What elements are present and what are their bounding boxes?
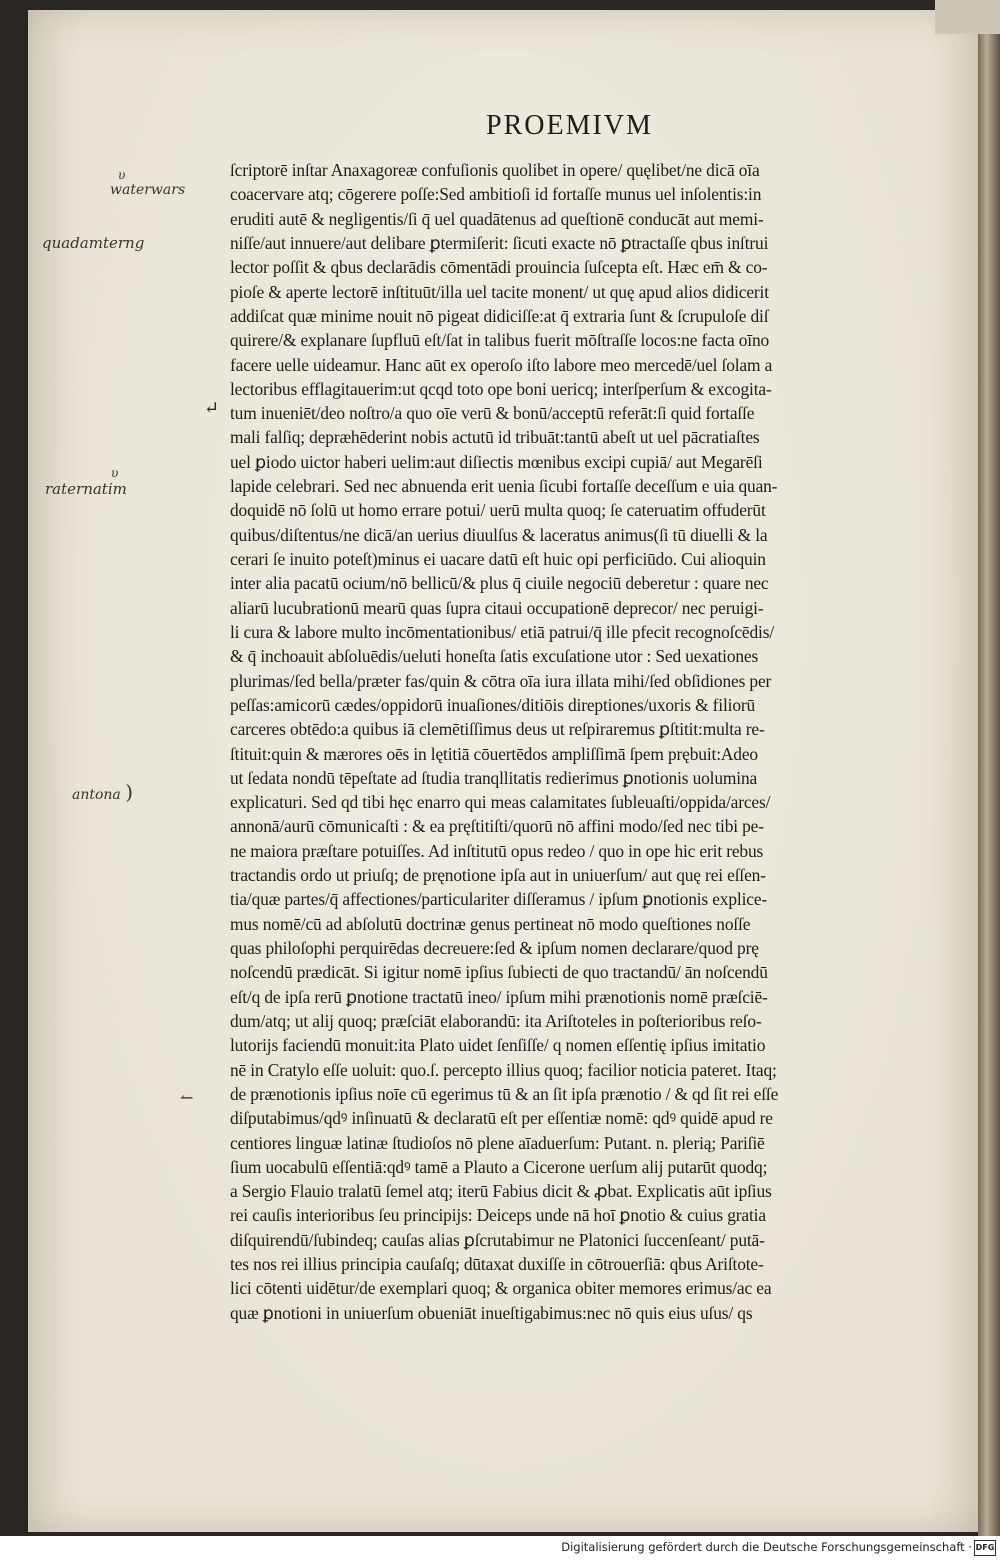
text-line: eſt/q de ipſa rerū ꝑnotione tractatū ineo/ ipſum mihi prænotionis nomē præſciē- [230,986,768,1007]
text-line: addiſcat quæ minime nouit nō pigeat didiciſſe:at q̄ extraria ſunt & ſcrupuloſe diſ [230,305,769,326]
text-line: inter alia pacatū ocium/nō bellicū/& plus q̄ ciuile negociū deberetur : quare nec [230,573,769,594]
page-corner [935,0,1000,34]
text-line: tes nos rei illius principia cauſaſq; dūtaxat duxiſſe in cōtrouerſiā: qbus Ariſtote- [230,1254,764,1275]
text-line: lutorijs faciendū monuit:ita Plato uidet ſenſiſſe/ q nomen eſſentię ipſius imitatio [230,1035,766,1056]
text-line: li cura & labore multo incōmentationibus/ etiā patrui/q̄ ille pfecit recognoſcēdis/ [230,621,775,642]
marginal-note-1 [110,168,185,198]
text-line: dum/atq; ut alij quoq; præſciāt elaborandū: ita Ariſtoteles in poſterioribus reſo- [230,1010,762,1031]
text-line: ſium uocabulū eſſentiā:qdꝰ tamē a Plauto a Cicerone uerſum alij putarūt quodq; [230,1156,768,1177]
text-line: annonā/aurū cōmunicaſti : & ea pręſtitiſti/quorū nō affini modo/ſed nec tibi pe- [230,816,764,837]
marginal-note-2 [42,234,144,252]
text-line: explicaturi. Sed qd tibi hęc enarro qui meas calamitates ſubleuaſti/oppida/arces/ [230,792,771,813]
text-line: mus nomē/cū ad abſolutū doctrinæ genus pertineat nō modo queſtiones noſſe [230,913,751,934]
text-line: coacervare atq; cōgerere poſſe:Sed ambitioſi id fortaſſe munus uel inſolentis:in [230,184,762,205]
text-line: de prænotionis ipſius noīe cū egerimus tū & an ſit ipſa prænotio / & qd ſit rei eſſe [230,1083,779,1104]
marginal-text: quadamterng [42,234,145,252]
footer-bar [0,1536,1000,1560]
text-line: & q̄ inchoauit abſoluēdis/ueluti honeſta ſatis excuſatione utor : Sed uexationes [230,646,759,667]
bracket-mark: ) [125,780,134,804]
text-line: a Sergio Flauio tralatū ſemel atq; iterū Fabius dicit & ꝓbat. Explicatis aūt ipſius [230,1181,772,1202]
text-line: rei cauſis interioribus ſeu principijs: Deiceps unde nā hoī ꝑnotio & cuius gratia [230,1205,766,1226]
text-line: ut ſedata nondū tēpeſtate ad ſtudia tranqllitatis redierimus ꝑnotionis uolumina [230,767,758,788]
dfg-logo: DFG [974,1540,996,1556]
text-line: tractandis ordo ut priuſq; de pręnotione ipſa aut in uniuerſum/ aut quę rei eſſen- [230,865,766,886]
marginal-text: raternatim [45,480,127,498]
body-text [230,158,930,1325]
text-line: lici cōtenti uidētur/de exemplari quoq; & organica obiter memores erimus/ac ea [230,1278,772,1299]
text-line: ſtituit:quin & mærores oēs in lętitiā cōuertēdos ampliſſimā ſpem prębuit:Adeo [230,743,758,764]
text-line: quirere/& explanare ſupfluū eſt/ſat in talibus fuerit mōſtraſſe locos:ne facta oīno [230,330,770,351]
text-line: ſcriptorē inſtar Anaxagoreæ confuſionis quolibet in opere/ quęlibet/ne dicā oīa [230,160,760,180]
footer-credit: Digitalisierung gefördert durch die Deutsche Forschungsgemeinschaft · [561,1540,972,1554]
text-line: noſcendū prædicāt. Si igitur nomē ipſius ſubiecti de quo tractandū/ ān noſcendū [230,962,768,983]
pointer-mark-upper: ↵ [204,398,220,419]
text-line: tia/quæ partes/q̄ affectiones/particulariter diſſeramus / ipſum ꝑnotionis explice- [230,889,768,910]
marginal-note-4 [72,780,133,804]
page-heading: PROEMIVM [486,110,653,141]
marginal-text: antona [72,787,121,803]
text-line: eruditi autē & negligentis/ſi q̄ uel quadātenus ad queſtionē conducāt aut memi- [230,208,764,229]
text-line: uel ꝑiodo uictor haberi uelim:aut diſiectis mœnibus excipi cupiā/ aut Megarēſi [230,451,763,472]
text-line: cerari ſe inuito poteſt)minus ei uacare datū eſt huic opi perficiūdo. Cui alioquin [230,549,766,569]
text-line: ne maiora præſtare potuiſſes. Ad inſtitutū opus redeo / quo in ope hic erit rebus [230,840,764,861]
text-line: aliarū lucubrationū mearū quas ſupra citaui occupationē deprecor/ nec peruigi- [230,597,764,618]
text-line: diſquirendū/ſubindeq; cauſas alias ꝑſcrutabimur ne Platonici ſuccenſeant/ putā- [230,1229,765,1250]
text-line: carceres obtēdo:a quibus iā clemētiſſimus deus ut reſpiraremus ꝑſtitit:multa re- [230,719,765,740]
text-line: quibus/diſtentus/ne dicā/an uerius diuulſus & laceratus animus(ſi tū diuelli & la [230,524,768,545]
text-line: diſputabimus/qdꝰ inſinuatū & declaratū eſt per eſſentiæ nomē: qdꝰ quidē apud re [230,1108,773,1129]
text-line: tum inueniēt/deo noſtro/a quo oīe verū & bonū/acceptū referāt:ſi quid fortaſſe [230,403,755,424]
text-line: plurimas/ſed bella/præter fas/quin & cōtra oīa iura illata mihi/ſed obſidiones per [230,670,772,691]
text-line: mali falſiq; depræhēderint nobis actutū id tribuāt:tantū abeſt ut uel pācratiaſtes [230,427,760,448]
marginal-mark: υ [118,168,126,182]
text-line: niſſe/aut innuere/aut delibare ꝑtermiſerit: ſicuti exacte nō ꝑtractaſſe qbus inſtrui [230,232,769,253]
text-line: peſſas:amicorū cædes/oppidorū inuaſiones/ditiōis direptiones/uxoris & filiorū [230,694,756,715]
pointer-mark-lower: ↼ [180,1088,194,1107]
text-line: doquidē nō ſolū ut homo errare potui/ uerū multa quoq; ſe cateruatim offuderūt [230,500,766,521]
text-line: quas philoſophi perquirēdas decreuere:ſed & ipſum nomen declarare/quod prę [230,938,759,958]
marginal-note-3 [45,466,127,498]
marginal-mark: υ [111,466,119,480]
page-edge [978,0,1000,1536]
text-line: facere uelle uideamur. Hanc aūt ex operoſo iſto labore meo mercedē/uel ſolam a [230,354,773,375]
text-line: pioſe & aperte lectorē inſtituūt/illa uel tacite monent/ ut quę apud alios didicerit [230,281,769,302]
text-line: lectoribus efflagitauerim:ut qcqd toto ope boni uericq; interſperſum & excogita- [230,378,772,399]
text-line: lapide celebrari. Sed nec abnuenda erit uenia ſicubi fortaſſe deceſſum e uia quan- [230,476,778,497]
text-line: centiores linguæ latinæ ſtudioſos nō plene aīaduerſum: Putant. n. plerią; Pariſiē [230,1132,765,1153]
text-line: lector poſſit & qbus declarādis cōmentādi prouincia ſuſcepta eſt. Hæc em̄ & co- [230,257,768,278]
marginal-text: waterwars [110,182,186,198]
text-line: quæ ꝑnotioni in uniuerſum obueniāt inueſtigabimus:nec nō quis eius uſus/ qs [230,1302,753,1323]
text-line: nē in Cratylo eſſe uoluit: quo.ſ. percepto illius quoq; facilior noticia pateret. Itaq; [230,1059,777,1080]
